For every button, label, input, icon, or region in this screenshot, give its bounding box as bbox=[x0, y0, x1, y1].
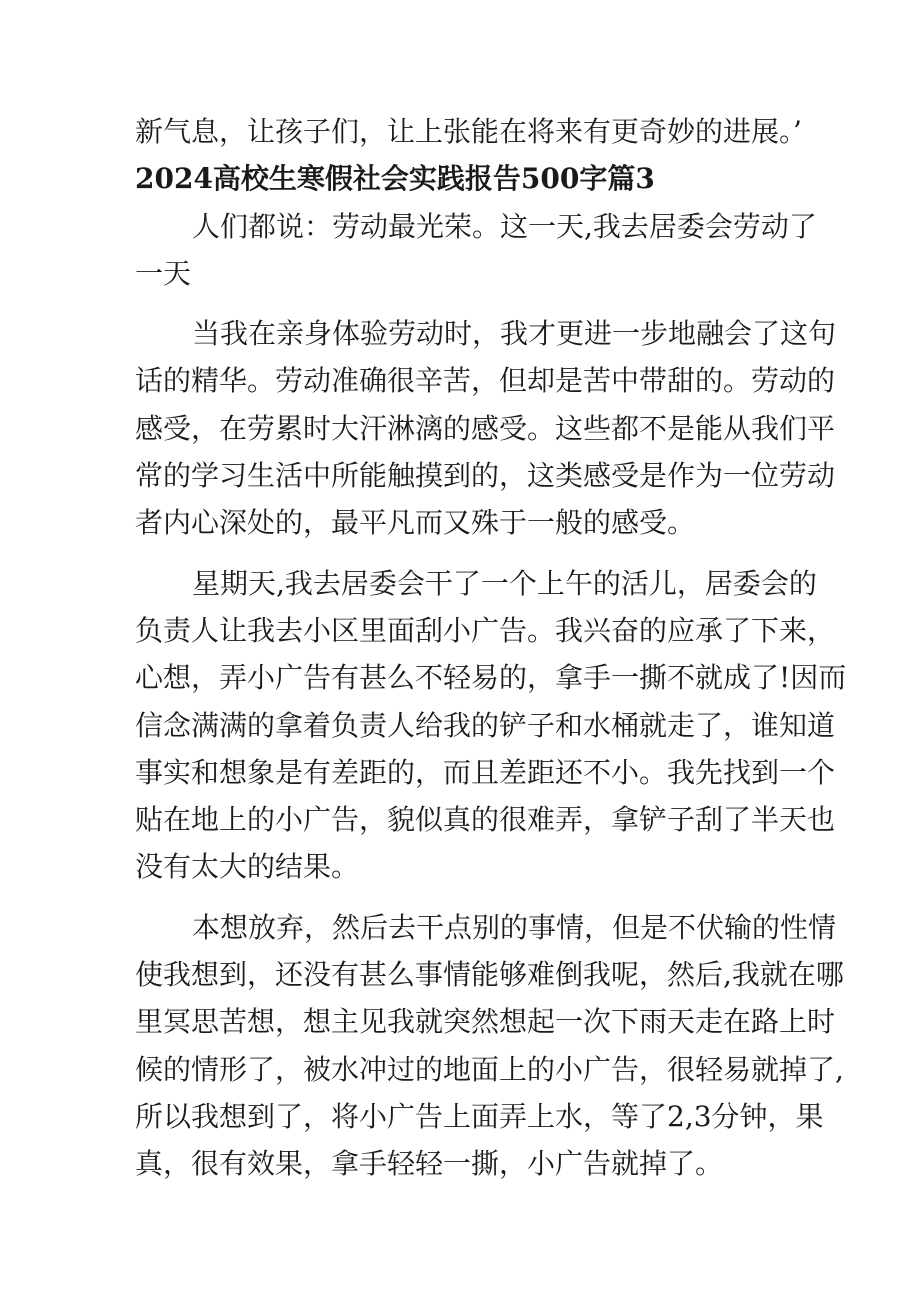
paragraph-3-line-4: 信念满满的拿着负责人给我的铲子和水桶就走了，谁知道 bbox=[135, 708, 836, 742]
opening-line: 新气息，让孩子们，让上张能在将来有更奇妙的进展。’ bbox=[135, 115, 802, 148]
paragraph-4-line-3: 里冥思苦想，想主见我就突然想起一次下雨天走在路上时 bbox=[135, 1005, 836, 1039]
section-heading: 2024高校生寒假社会实践报告500字篇3 bbox=[135, 162, 655, 196]
paragraph-3-line-2: 负责人让我去小区里面刮小广告。我兴奋的应承了下来， bbox=[135, 613, 836, 647]
paragraph-3-line-6: 贴在地上的小广告，貌似真的很难弄，拿铲子刮了半天也 bbox=[135, 803, 836, 837]
paragraph-3-line-3: 心想，弄小广告有甚么不轻易的，拿手一撕不就成了!因而 bbox=[135, 661, 847, 695]
paragraph-gap bbox=[135, 547, 795, 560]
paragraph-2-line-1: 当我在亲身体验劳动时，我才更进一步地融会了这句 bbox=[192, 317, 837, 351]
paragraph-gap bbox=[135, 297, 795, 310]
paragraph-4-line-1: 本想放弃，然后去干点别的事情，但是不伏输的性情 bbox=[192, 910, 837, 944]
paragraph-2-line-3: 感受，在劳累时大汗淋漓的感受。这些都不是能从我们平 bbox=[135, 411, 836, 445]
paragraph-2-line-5: 者内心深处的，最平凡而又殊于一般的感受。 bbox=[135, 506, 696, 540]
paragraph-1-line-2: 一天 bbox=[135, 256, 192, 290]
paragraph-3-line-1: 星期天,我去居委会干了一个上午的活儿，居委会的 bbox=[192, 566, 817, 600]
paragraph-3-line-7: 没有太大的结果。 bbox=[135, 850, 360, 884]
paragraph-1-line-1: 人们都说：劳动最光荣。这一天,我去居委会劳动了 bbox=[192, 209, 817, 243]
paragraph-2-line-2: 话的精华。劳动准确很辛苦，但却是苦中带甜的。劳动的 bbox=[135, 364, 836, 398]
paragraph-3-line-5: 事实和想象是有差距的，而且差距还不小。我先找到一个 bbox=[135, 755, 836, 789]
paragraph-4-line-5: 所以我想到了，将小广告上面弄上水，等了2,3分钟，果 bbox=[135, 1099, 824, 1133]
paragraph-4-line-6: 真，很有效果，拿手轻轻一撕，小广告就掉了。 bbox=[135, 1147, 724, 1181]
document-body bbox=[135, 108, 847, 1188]
paragraph-2-line-4: 常的学习生活中所能触摸到的，这类感受是作为一位劳动 bbox=[135, 459, 836, 493]
paragraph-gap bbox=[135, 891, 795, 904]
paragraph-4-line-2: 使我想到，还没有甚么事情能够难倒我呢，然后,我就在哪 bbox=[135, 958, 844, 992]
paragraph-4-line-4: 候的情形了，被水冲过的地面上的小广告，很轻易就掉了, bbox=[135, 1052, 844, 1086]
